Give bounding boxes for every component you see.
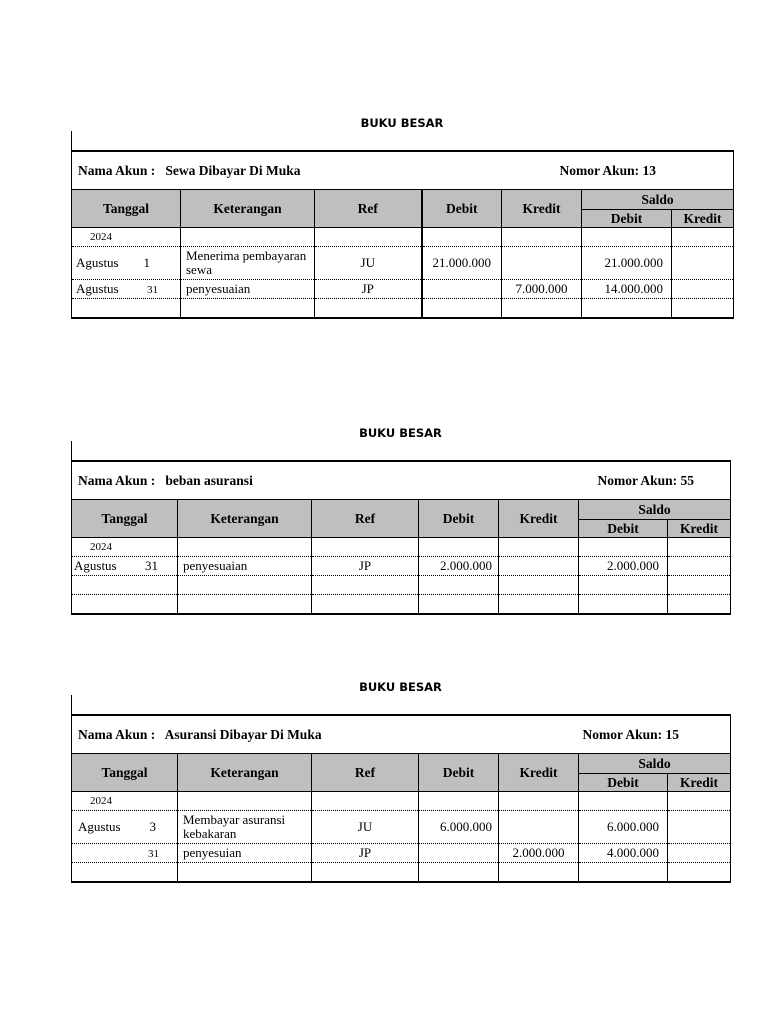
ledger-sewa-dibayar-di-muka: [71, 112, 733, 322]
saldo-kredit: [668, 811, 731, 844]
day: 31: [145, 558, 158, 573]
saldo-debit: 6.000.000: [579, 811, 668, 844]
date-cell: [72, 844, 178, 863]
ledger-title: BUKU BESAR: [359, 680, 442, 694]
description: penyesuian: [178, 844, 312, 863]
date-cell: [72, 280, 181, 299]
table-row: [72, 811, 731, 844]
account-name-cell: [72, 461, 499, 500]
debit: 2.000.000: [419, 557, 499, 576]
header-saldo-kredit: Kredit: [672, 210, 734, 228]
description: Membayar asuransi kebakaran: [178, 811, 312, 844]
month: Agustus: [78, 819, 121, 834]
left-marker: [71, 131, 72, 151]
header-kredit: Kredit: [499, 500, 579, 538]
saldo-kredit: [672, 280, 734, 299]
header-tanggal: Tanggal: [72, 500, 178, 538]
table-row: [72, 557, 731, 576]
ref: JU: [315, 247, 422, 280]
account-name: beban asuransi: [165, 472, 253, 488]
month: Agustus: [74, 558, 117, 573]
header-debit: Debit: [422, 190, 502, 228]
saldo-debit: 14.000.000: [582, 280, 672, 299]
ledger-asuransi-dibayar-di-muka: [71, 677, 730, 887]
empty-row: [72, 299, 734, 319]
header-saldo: Saldo: [579, 500, 731, 520]
ledger-title: BUKU BESAR: [360, 116, 444, 130]
header-ref: Ref: [315, 190, 422, 228]
account-label: Nama Akun :: [78, 472, 156, 488]
ref: JP: [315, 280, 422, 299]
date-cell: [72, 247, 181, 280]
empty-row: [72, 863, 731, 883]
account-name-cell: [72, 715, 499, 754]
header-tanggal: Tanggal: [72, 754, 178, 792]
ledger-table: [71, 714, 731, 883]
saldo-debit: 2.000.000: [579, 557, 668, 576]
debit: 21.000.000: [422, 247, 502, 280]
saldo-debit: 21.000.000: [582, 247, 672, 280]
kredit: [499, 811, 579, 844]
year: 2024: [72, 792, 178, 811]
table-row: [72, 280, 734, 299]
saldo-kredit: [668, 844, 731, 863]
ledger-table: [71, 460, 731, 615]
header-saldo: Saldo: [582, 190, 734, 210]
header-saldo-kredit: Kredit: [668, 520, 731, 538]
year-row: [72, 538, 731, 557]
header-keterangan: Keterangan: [178, 754, 312, 792]
header-debit: Debit: [419, 754, 499, 792]
ref: JP: [312, 557, 419, 576]
debit: [422, 280, 502, 299]
header-ref: Ref: [312, 500, 419, 538]
description: Menerima pembayaran sewa: [181, 247, 315, 280]
header-kredit: Kredit: [499, 754, 579, 792]
ledger-title: BUKU BESAR: [359, 426, 442, 440]
ref: JP: [312, 844, 419, 863]
account-name: Sewa Dibayar Di Muka: [165, 162, 301, 178]
ledger-table: [71, 150, 734, 319]
account-name: Asuransi Dibayar Di Muka: [164, 726, 322, 742]
debit: 6.000.000: [419, 811, 499, 844]
date-cell: [72, 811, 178, 844]
kredit: [499, 557, 579, 576]
description: penyesuaian: [181, 280, 315, 299]
date-cell: [72, 557, 178, 576]
header-saldo-debit: Debit: [579, 520, 668, 538]
left-marker: [71, 695, 72, 715]
left-marker: [71, 441, 72, 461]
kredit: [502, 247, 582, 280]
header-tanggal: Tanggal: [72, 190, 181, 228]
empty-row: [72, 576, 731, 595]
kredit: 7.000.000: [502, 280, 582, 299]
header-keterangan: Keterangan: [178, 500, 312, 538]
day: 31: [147, 284, 158, 296]
account-label: Nama Akun :: [78, 162, 156, 178]
account-label: Nama Akun :: [78, 726, 156, 742]
year-row: [72, 792, 731, 811]
header-ref: Ref: [312, 754, 419, 792]
month: Agustus: [76, 281, 119, 296]
day: 3: [149, 819, 156, 834]
month: Agustus: [76, 255, 119, 270]
ledger-beban-asuransi: [71, 423, 730, 618]
year: 2024: [72, 538, 178, 557]
header-saldo-debit: Debit: [579, 774, 668, 792]
table-row: [72, 844, 731, 863]
empty-row: [72, 595, 731, 615]
header-saldo-debit: Debit: [582, 210, 672, 228]
header-saldo: Saldo: [579, 754, 731, 774]
year: 2024: [72, 228, 181, 247]
header-debit: Debit: [419, 500, 499, 538]
header-kredit: Kredit: [502, 190, 582, 228]
year-row: [72, 228, 734, 247]
saldo-kredit: [672, 247, 734, 280]
kredit: 2.000.000: [499, 844, 579, 863]
account-number: Nomor Akun: 55: [499, 461, 731, 500]
day: 1: [143, 255, 150, 270]
account-number: Nomor Akun: 15: [499, 715, 731, 754]
header-saldo-kredit: Kredit: [668, 774, 731, 792]
day: 31: [148, 848, 159, 860]
description: penyesuaian: [178, 557, 312, 576]
saldo-debit: 4.000.000: [579, 844, 668, 863]
debit: [419, 844, 499, 863]
ref: JU: [312, 811, 419, 844]
account-number: Nomor Akun: 13: [502, 151, 734, 190]
saldo-kredit: [668, 557, 731, 576]
table-row: [72, 247, 734, 280]
header-keterangan: Keterangan: [181, 190, 315, 228]
account-name-cell: [72, 151, 502, 190]
